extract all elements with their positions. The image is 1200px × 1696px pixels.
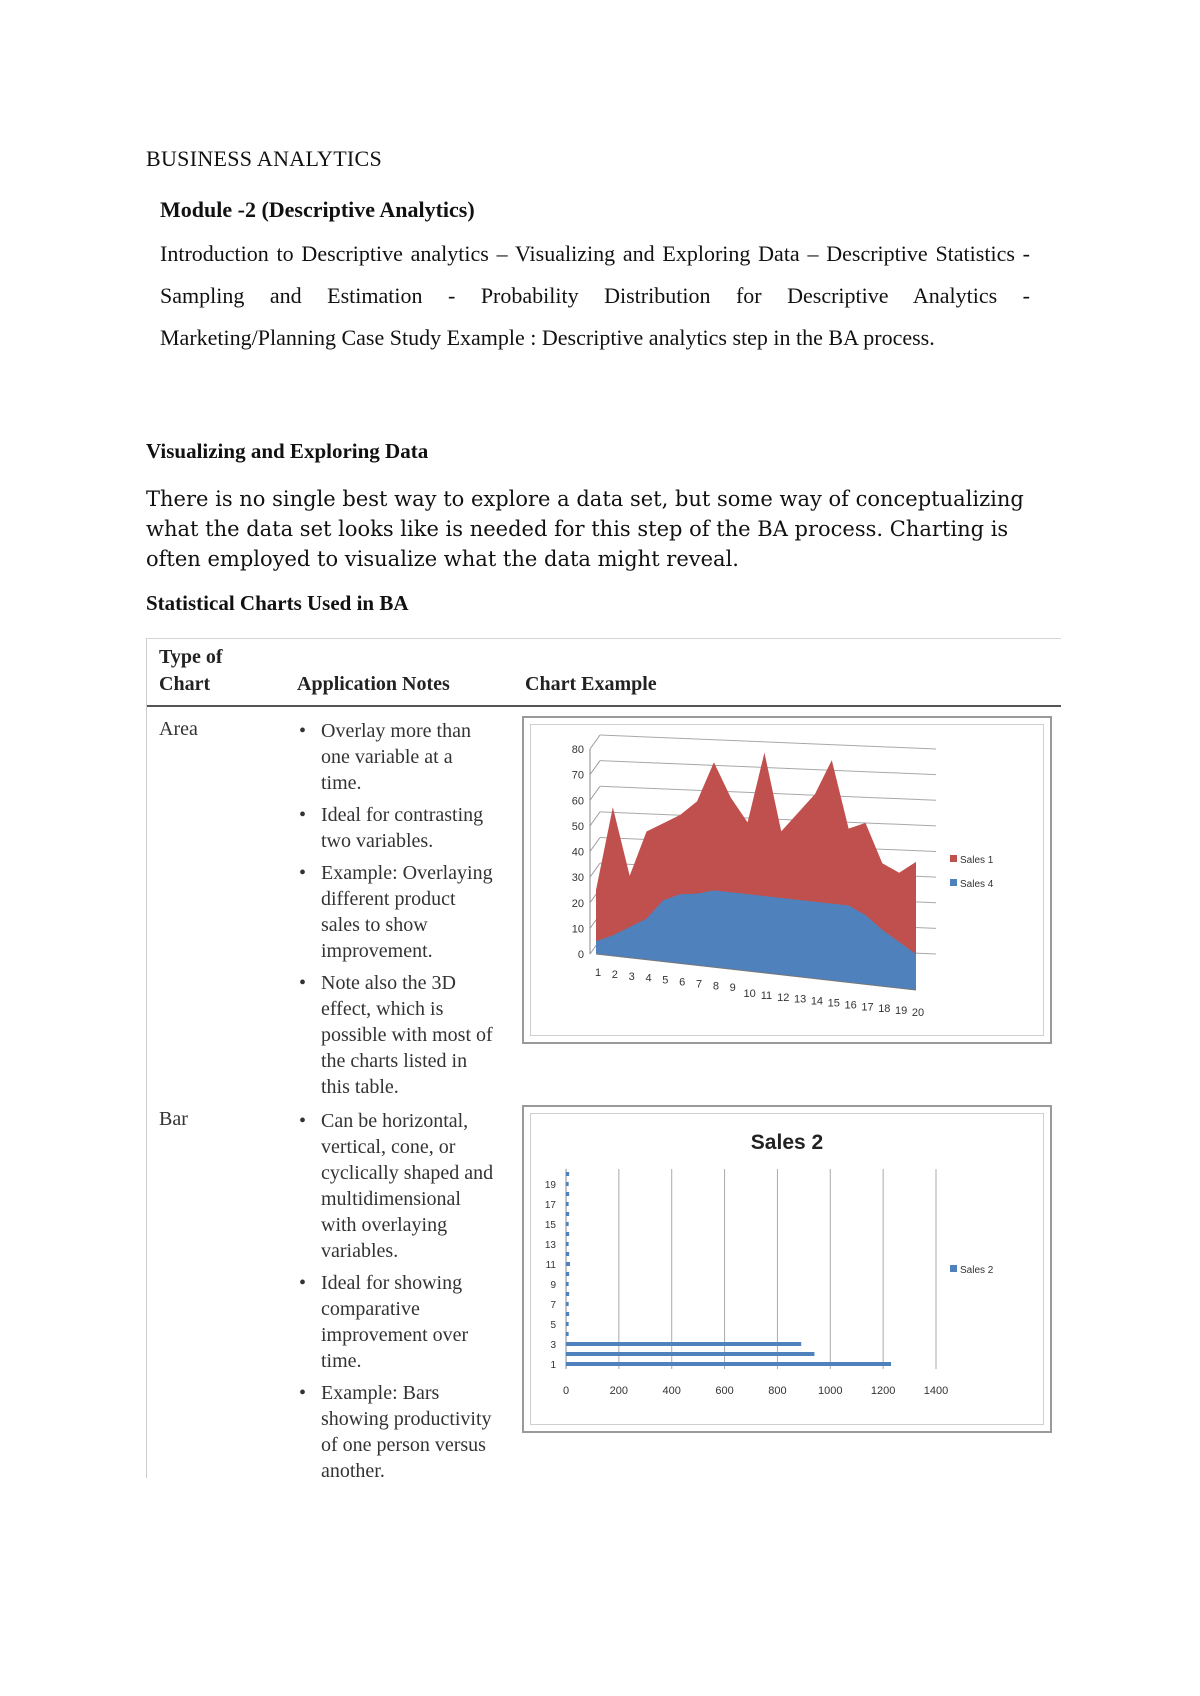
grid-tick [590,863,600,877]
bar [566,1172,569,1176]
x-tick-label: 6 [679,976,686,989]
x-tick-label: 400 [662,1385,681,1397]
bar-notes-list [297,1108,497,1490]
list-item: • Example: Bars showing productivity of one person versus another. [297,1380,497,1484]
header-chart-example: Chart Example [525,673,657,695]
x-tick-label: 4 [645,972,652,985]
list-item: • Overlay more than one variable at a time. [297,718,497,796]
table-header-rule [147,705,1061,707]
legend-label: Sales 2 [960,1265,994,1276]
x-tick-label: 1 [594,967,602,979]
header-type-line1: Type of [159,646,223,668]
y-tick-label: 50 [571,820,584,833]
row-type-area: Area [159,718,198,740]
y-tick-label: 80 [571,744,584,756]
x-tick-label: 15 [827,997,840,1010]
bar [566,1252,569,1256]
y-tick-label: 15 [544,1220,556,1231]
header-application-notes: Application Notes [297,673,450,695]
bar [566,1292,569,1296]
x-tick-label: 13 [793,993,807,1006]
bar [566,1352,814,1356]
legend-label: Sales 1 [960,855,994,866]
y-tick-label: 10 [571,923,584,936]
y-tick-label: 20 [571,897,584,910]
x-tick-label: 0 [562,1385,570,1397]
legend-swatch [950,1265,957,1272]
grid-tick [590,838,600,852]
bar [566,1272,569,1276]
legend-swatch [950,879,957,886]
x-tick-label: 800 [768,1385,787,1397]
bar-chart-frame [522,1105,1052,1433]
chart-title: Sales 2 [750,1131,824,1154]
y-tick-label: 11 [545,1260,556,1271]
area-notes-list [297,718,497,1106]
bar [566,1212,569,1216]
x-tick-label: 5 [662,974,669,987]
bar [566,1302,569,1306]
x-tick-label: 17 [861,1001,874,1014]
bar [566,1282,569,1286]
y-tick-label: 5 [550,1320,556,1331]
y-tick-label: 1 [550,1360,556,1371]
bar [566,1202,569,1206]
bar [566,1222,569,1226]
bar [566,1362,891,1366]
area-chart [524,718,1050,1042]
x-tick-label: 9 [729,982,736,995]
bar [566,1262,570,1266]
y-tick-label: 60 [571,795,584,808]
gridline [600,735,936,749]
x-tick-label: 11 [760,989,773,1002]
x-tick-label: 8 [712,980,719,993]
y-tick-label: 0 [577,949,584,961]
module-block [160,197,1030,359]
y-tick-label: 7 [550,1300,556,1311]
subsection-heading: Statistical Charts Used in BA [146,591,409,615]
bar [566,1342,801,1346]
x-tick-label: 1400 [923,1385,949,1397]
grid-tick [590,761,600,775]
x-tick-label: 19 [895,1005,908,1018]
legend-label: Sales 4 [960,879,994,890]
bar [566,1242,569,1246]
row-type-bar: Bar [159,1108,188,1130]
list-item: • Note also the 3D effect, which is possible with most of the charts listed in this table. [297,970,497,1100]
intro-paragraph: There is no single best way to explore a data set, but some way of conceptualizing what the data set looks like is needed for this step of the BA process. Charting is often employed to visualize what the data might reveal. [146,487,1024,571]
legend-swatch [950,855,957,862]
y-tick-label: 30 [571,872,584,885]
charts-table [146,638,1061,1482]
module-heading: Module -2 (Descriptive Analytics) [160,197,475,222]
list-item: • Ideal for showing comparative improvement over time. [297,1270,497,1374]
x-tick-label: 200 [609,1385,629,1397]
x-tick-label: 10 [743,988,756,1001]
bar [566,1322,569,1326]
x-tick-label: 20 [911,1007,925,1019]
x-tick-label: 12 [777,991,790,1004]
x-tick-label: 1000 [818,1385,843,1397]
list-item: • Example: Overlaying different product sales to show improvement. [297,860,497,964]
table-top-rule [147,638,1061,639]
bar-chart [524,1107,1050,1431]
grid-tick [590,735,600,749]
list-item: • Ideal for contrasting two variables. [297,802,497,854]
bar [566,1182,569,1186]
header-type-line2: Chart [159,673,211,695]
y-tick-label: 40 [571,846,584,859]
x-tick-label: 18 [878,1003,891,1016]
x-tick-label: 16 [844,999,857,1012]
document-title: BUSINESS ANALYTICS [146,146,383,171]
y-tick-label: 3 [550,1340,556,1351]
bar [566,1232,569,1236]
x-tick-label: 1200 [870,1385,896,1397]
grid-tick [590,786,600,800]
x-tick-label: 3 [628,970,635,983]
y-tick-label: 19 [544,1180,556,1191]
y-tick-label: 9 [550,1280,556,1291]
x-tick-label: 7 [695,978,703,991]
x-tick-label: 14 [810,995,824,1008]
grid-tick [590,812,600,826]
y-tick-label: 70 [571,769,584,782]
list-item: • Can be horizontal, vertical, cone, or cyclically shaped and multidimensional with overlaying variables. [297,1108,497,1264]
y-tick-label: 17 [544,1200,556,1211]
x-tick-label: 600 [715,1385,734,1397]
x-tick-label: 2 [611,968,618,981]
area-chart-frame [522,716,1052,1044]
bar [566,1332,569,1336]
module-description: Introduction to Descriptive analytics – Visualizing and Exploring Data – Descriptive Statistics - Sampling and Estimation - Probability Distribution for Descriptive Analytics - Marketing/Planning Case Study Example : Descriptive analytics step in the BA process. [160,241,1030,350]
bar [566,1312,569,1316]
bar [566,1192,569,1196]
y-tick-label: 13 [544,1240,556,1251]
section-heading: Visualizing and Exploring Data [146,439,429,463]
